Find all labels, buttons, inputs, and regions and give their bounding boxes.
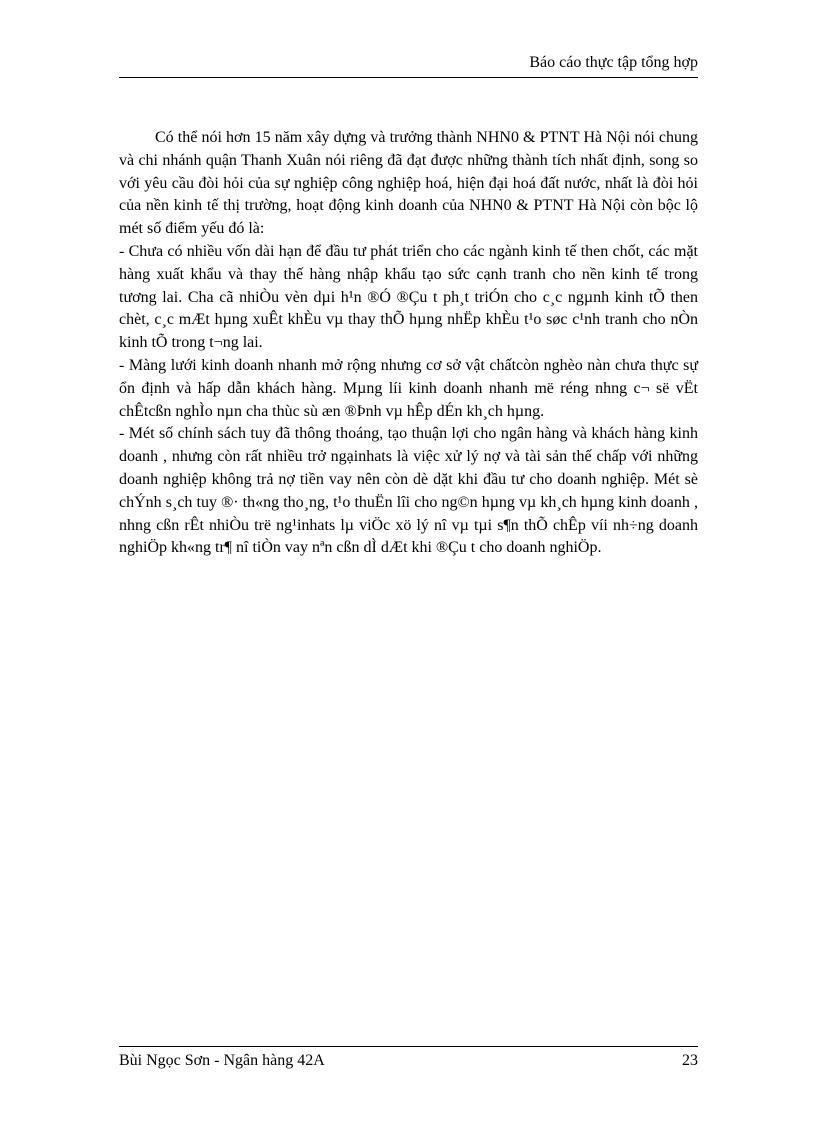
document-body: [119, 127, 698, 560]
paragraph-intro: Có thể nói hơn 15 năm xây dựng và trưởng thành NHN0 & PTNT Hà Nội nói chung và chi nhánh quận Thanh Xuân nói riêng đã đạt được những thành tích nhất định, song so với yêu cầu đòi hỏi của sự nghiệp công nghiệp hoá, hiện đại hoá đất nước, nhất là đòi hỏi của nền kinh tế thị trường, hoạt động kinh doanh của NHN0 & PTNT Hà Nội còn bộc lộ mét số điểm yếu đó là:: [119, 129, 698, 238]
header-rule: [119, 77, 698, 78]
page-number: 23: [682, 1052, 698, 1069]
paragraph-capital: - Chưa có nhiều vốn dài hạn để đầu tư phát triển cho các ngành kinh tế then chốt, các mặt hàng xuất khẩu và thay thế hàng nhập khẩu tạo sức cạnh tranh cho nền kinh tế trong tương lai. Cha cã nhiÒu vèn dµi h¹n ®Ó ®Çu t ph¸t triÓn cho c¸c ngµnh kinh tÕ then chèt, c¸c mÆt hµng xuÊt khÈu vµ thay thÕ hµng nhËp khÈu t¹o søc c¹nh tranh cho nÒn kinh tÕ trong t¬ng lai.: [119, 242, 698, 352]
footer-author: Bùi Ngọc Sơn - Ngân hàng 42A: [119, 1052, 325, 1069]
header-title: Báo cáo thực tập tổng hợp: [529, 54, 698, 71]
footer-rule: [119, 1046, 698, 1047]
paragraph-policy: - Mét số chính sách tuy đã thông thoáng, tạo thuận lợi cho ngân hàng và khách hàng kinh doanh , nhưng còn rất nhiều trở ngạinhats là việc xử lý nợ và tài sản thế chấp với những doanh nghiệp không trả nợ tiền vay nên còn dè dặt khi đầu tư cho doanh nghiệp. Mét sè chÝnh s¸ch tuy ®· th«ng tho¸ng, t¹o thuËn lîi cho ng©n hµng vµ kh¸ch hµng kinh doanh , nhng cßn rÊt nhiÒu trë ng¹inhats lµ viÖc xö lý nî vµ tµi s¶n thÕ chÊp víi nh÷ng doanh nghiÖp kh«ng tr¶ nî tiÒn vay nªn cßn dÌ dÆt khi ®Çu t cho doanh nghiÖp.: [119, 425, 698, 557]
paragraph-network: - Màng lưới kinh doanh nhanh mở rộng nhưng cơ sở vật chấtcòn nghèo nàn chưa thực sự ổn định và hấp dẫn khách hàng. Mµng líi kinh doanh nhanh më réng nhng c¬ së vËt chÊtcßn nghÌo nµn cha thùc sù æn ®Þnh vµ hÊp dÉn kh¸ch hµng.: [119, 356, 698, 420]
